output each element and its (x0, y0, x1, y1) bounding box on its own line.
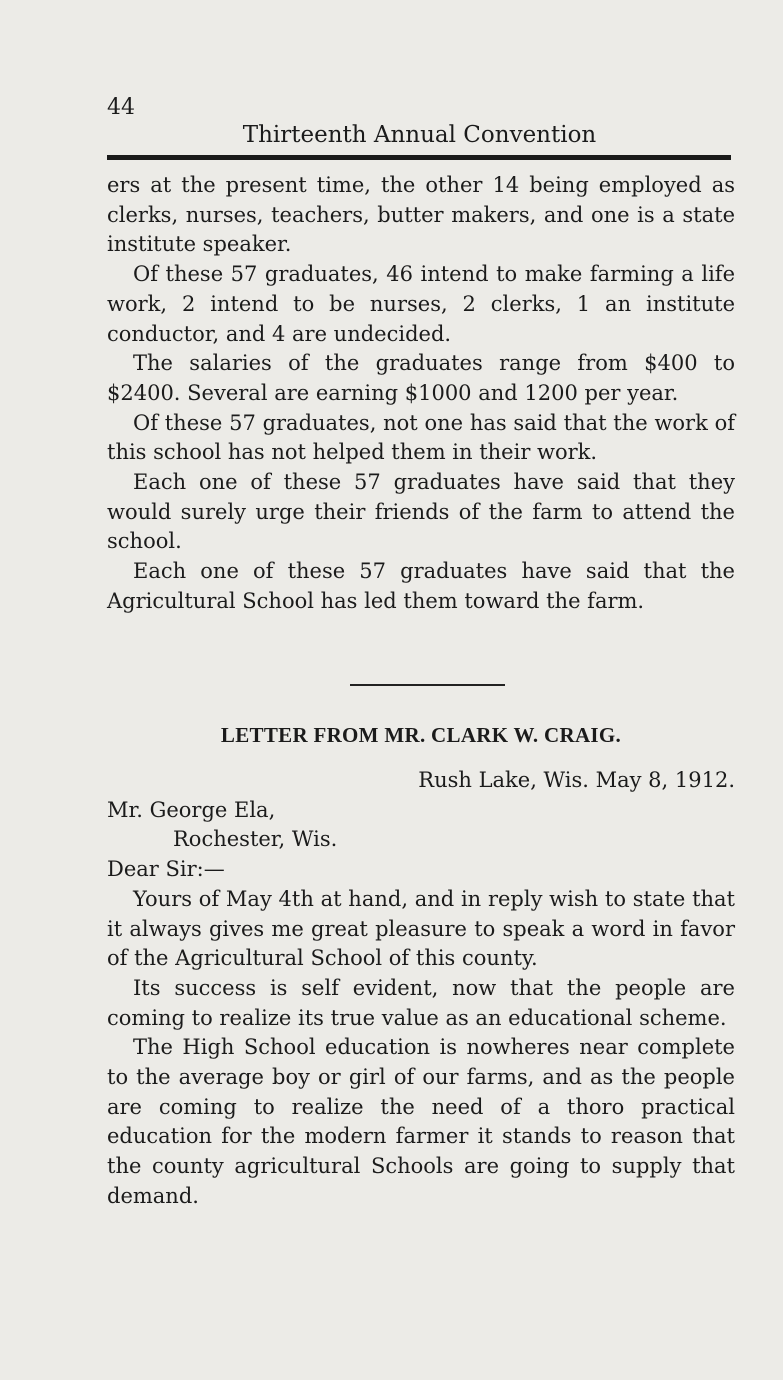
letter-dateline: Rush Lake, Wis. May 8, 1912. (418, 768, 735, 792)
paragraph: Each one of these 57 graduates have said that the Agricultural School has led them toward the farm. (107, 559, 735, 613)
page-number: 44 (107, 95, 135, 120)
letter-paragraph: The High School education is nowheres near complete to the average boy or girl of our farms, and as the people are coming to realize the need of a thoro practical education for the modern farmer it stands to reason that the county agricultural Schools are going to supply that demand. (107, 1035, 735, 1208)
running-head: Thirteenth Annual Convention (242, 122, 597, 148)
salutation: Dear Sir:— (107, 857, 225, 882)
header-rule (107, 155, 731, 160)
letter-paragraph: Its success is self evident, now that the people are coming to realize its true value as an educational scheme. (107, 975, 735, 1030)
paragraph: The salaries of the graduates range from $400 to $2400. Several are earning $1000 and 1200 per year. (107, 351, 735, 405)
letter-title: LETTER FROM MR. CLARK W. CRAIG. (220, 723, 622, 747)
paragraph: Of these 57 graduates, 46 intend to make farming a life work, 2 intend to be nurses, 2 clerks, 1 an institute conductor, and 4 are undecided. (107, 262, 735, 346)
paragraph: Of these 57 graduates, not one has said that the work of this school has not helped them in their work. (107, 410, 735, 465)
letter-paragraph: Yours of May 4th at hand, and in reply wish to state that it always gives me great pleasure to speak a word in favor of the Agricultural School of this county. (107, 886, 735, 971)
section-divider (350, 684, 505, 686)
paragraph: ers at the present time, the other 14 being employed as clerks, nurses, teachers, butter makers, and one is a state institute speaker. (107, 173, 735, 257)
body-text (107, 171, 735, 617)
recipient-place: Rochester, Wis. (173, 827, 338, 852)
letter-body (107, 766, 735, 1212)
paragraph: Each one of these 57 graduates have said that they would surely urge their friends of the farm to attend the school. (107, 470, 735, 554)
recipient-name: Mr. George Ela, (107, 797, 276, 822)
